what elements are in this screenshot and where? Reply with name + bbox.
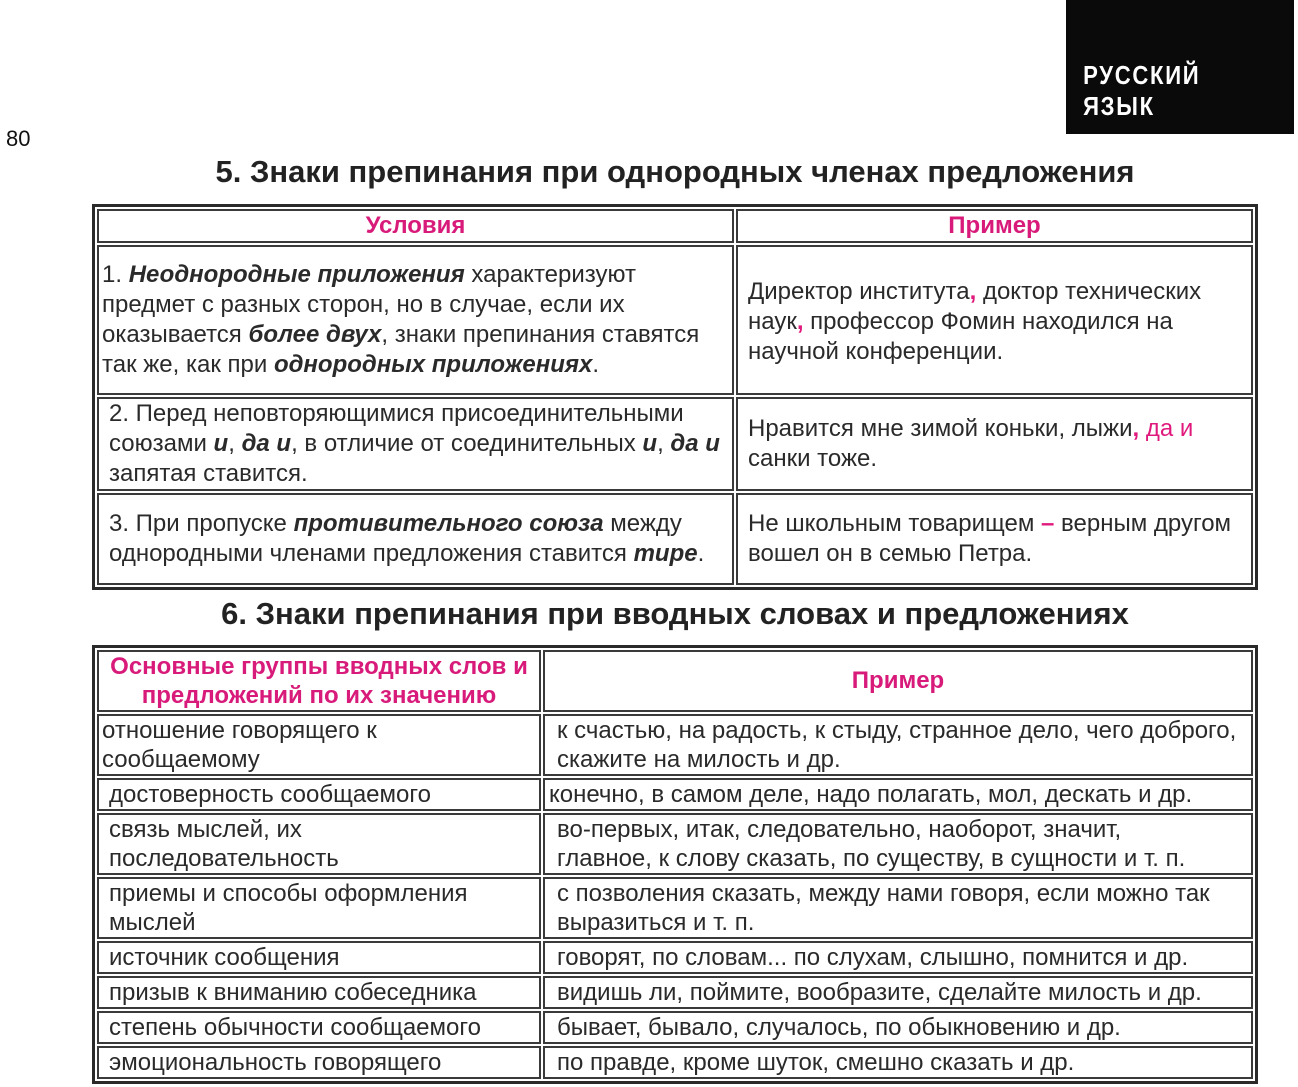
header-example: Пример (543, 650, 1253, 712)
group-cell: призыв к вниманию собеседника (97, 976, 541, 1009)
header-groups: Основные группы вводных слов и предложений по их значению (97, 650, 541, 712)
condition-cell: 2. Перед неповторяющимися присоединительными союзами и, да и, в отличие от соединительных и, да и запятая ставится. (97, 397, 734, 491)
section5-title: 5. Знаки препинания при однородных членах предложения (215, 154, 1135, 189)
table-header-row (97, 650, 1253, 712)
example-cell: с позволения сказать, между нами говоря, если можно так выразиться и т. п. (543, 877, 1253, 939)
group-cell: степень обычности сообщаемого (97, 1011, 541, 1044)
table-row (97, 1011, 1253, 1044)
table-row (97, 493, 1253, 585)
example-cell: Нравится мне зимой коньки, лыжи, да и санки тоже. (736, 397, 1253, 491)
table-row (97, 813, 1253, 875)
example-cell: видишь ли, поймите, вообразите, сделайте милость и др. (543, 976, 1253, 1009)
table-header-row (97, 209, 1253, 243)
example-cell: Не школьным товарищем – верным другом вошел он в семью Петра. (736, 493, 1253, 585)
example-cell: Директор института, доктор технических наук, профессор Фомин находился на научной конференции. (736, 245, 1253, 395)
subject-label: РУССКИЙ ЯЗЫК (1083, 60, 1201, 121)
table-row (97, 245, 1253, 395)
table-row (97, 714, 1253, 776)
example-cell: по правде, кроме шуток, смешно сказать и др. (543, 1046, 1253, 1079)
subject-badge (1066, 0, 1294, 134)
header-conditions: Условия (97, 209, 734, 243)
group-cell: источник сообщения (97, 941, 541, 974)
group-cell: достоверность сообщаемого (97, 778, 541, 811)
group-cell: приемы и способы оформления мыслей (97, 877, 541, 939)
punctuation-homogeneous-table (92, 204, 1258, 590)
example-cell: во-первых, итак, следовательно, наоборот, значит, главное, к слову сказать, по существу, в сущности и т. п. (543, 813, 1253, 875)
condition-cell: 3. При пропуске противительного союза между однородными членами предложения ставится тире. (97, 493, 734, 585)
table-row (97, 1046, 1253, 1079)
group-cell: отношение говорящего к сообщаемому (97, 714, 541, 776)
table-row (97, 397, 1253, 491)
header-example: Пример (736, 209, 1253, 243)
table-row (97, 877, 1253, 939)
table-row (97, 941, 1253, 974)
condition-cell: 1. Неоднородные приложения характеризуют предмет с разных сторон, но в случае, если их оказывается более двух, знаки препинания ставятся так же, как при однородных приложениях. (97, 245, 734, 395)
example-cell: конечно, в самом деле, надо полагать, мол, дескать и др. (543, 778, 1253, 811)
group-cell: эмоциональность говорящего (97, 1046, 541, 1079)
table-row (97, 976, 1253, 1009)
table-row (97, 778, 1253, 811)
group-cell: связь мыслей, их последовательность (97, 813, 541, 875)
example-cell: к счастью, на радость, к стыду, странное дело, чего доброго, скажите на милость и др. (543, 714, 1253, 776)
introductory-words-table (92, 645, 1258, 1084)
example-cell: бывает, бывало, случалось, по обыкновению и др. (543, 1011, 1253, 1044)
example-cell: говорят, по словам... по слухам, слышно, помнится и др. (543, 941, 1253, 974)
page-number: 80 (6, 126, 31, 151)
section6-title: 6. Знаки препинания при вводных словах и предложениях (221, 596, 1129, 631)
